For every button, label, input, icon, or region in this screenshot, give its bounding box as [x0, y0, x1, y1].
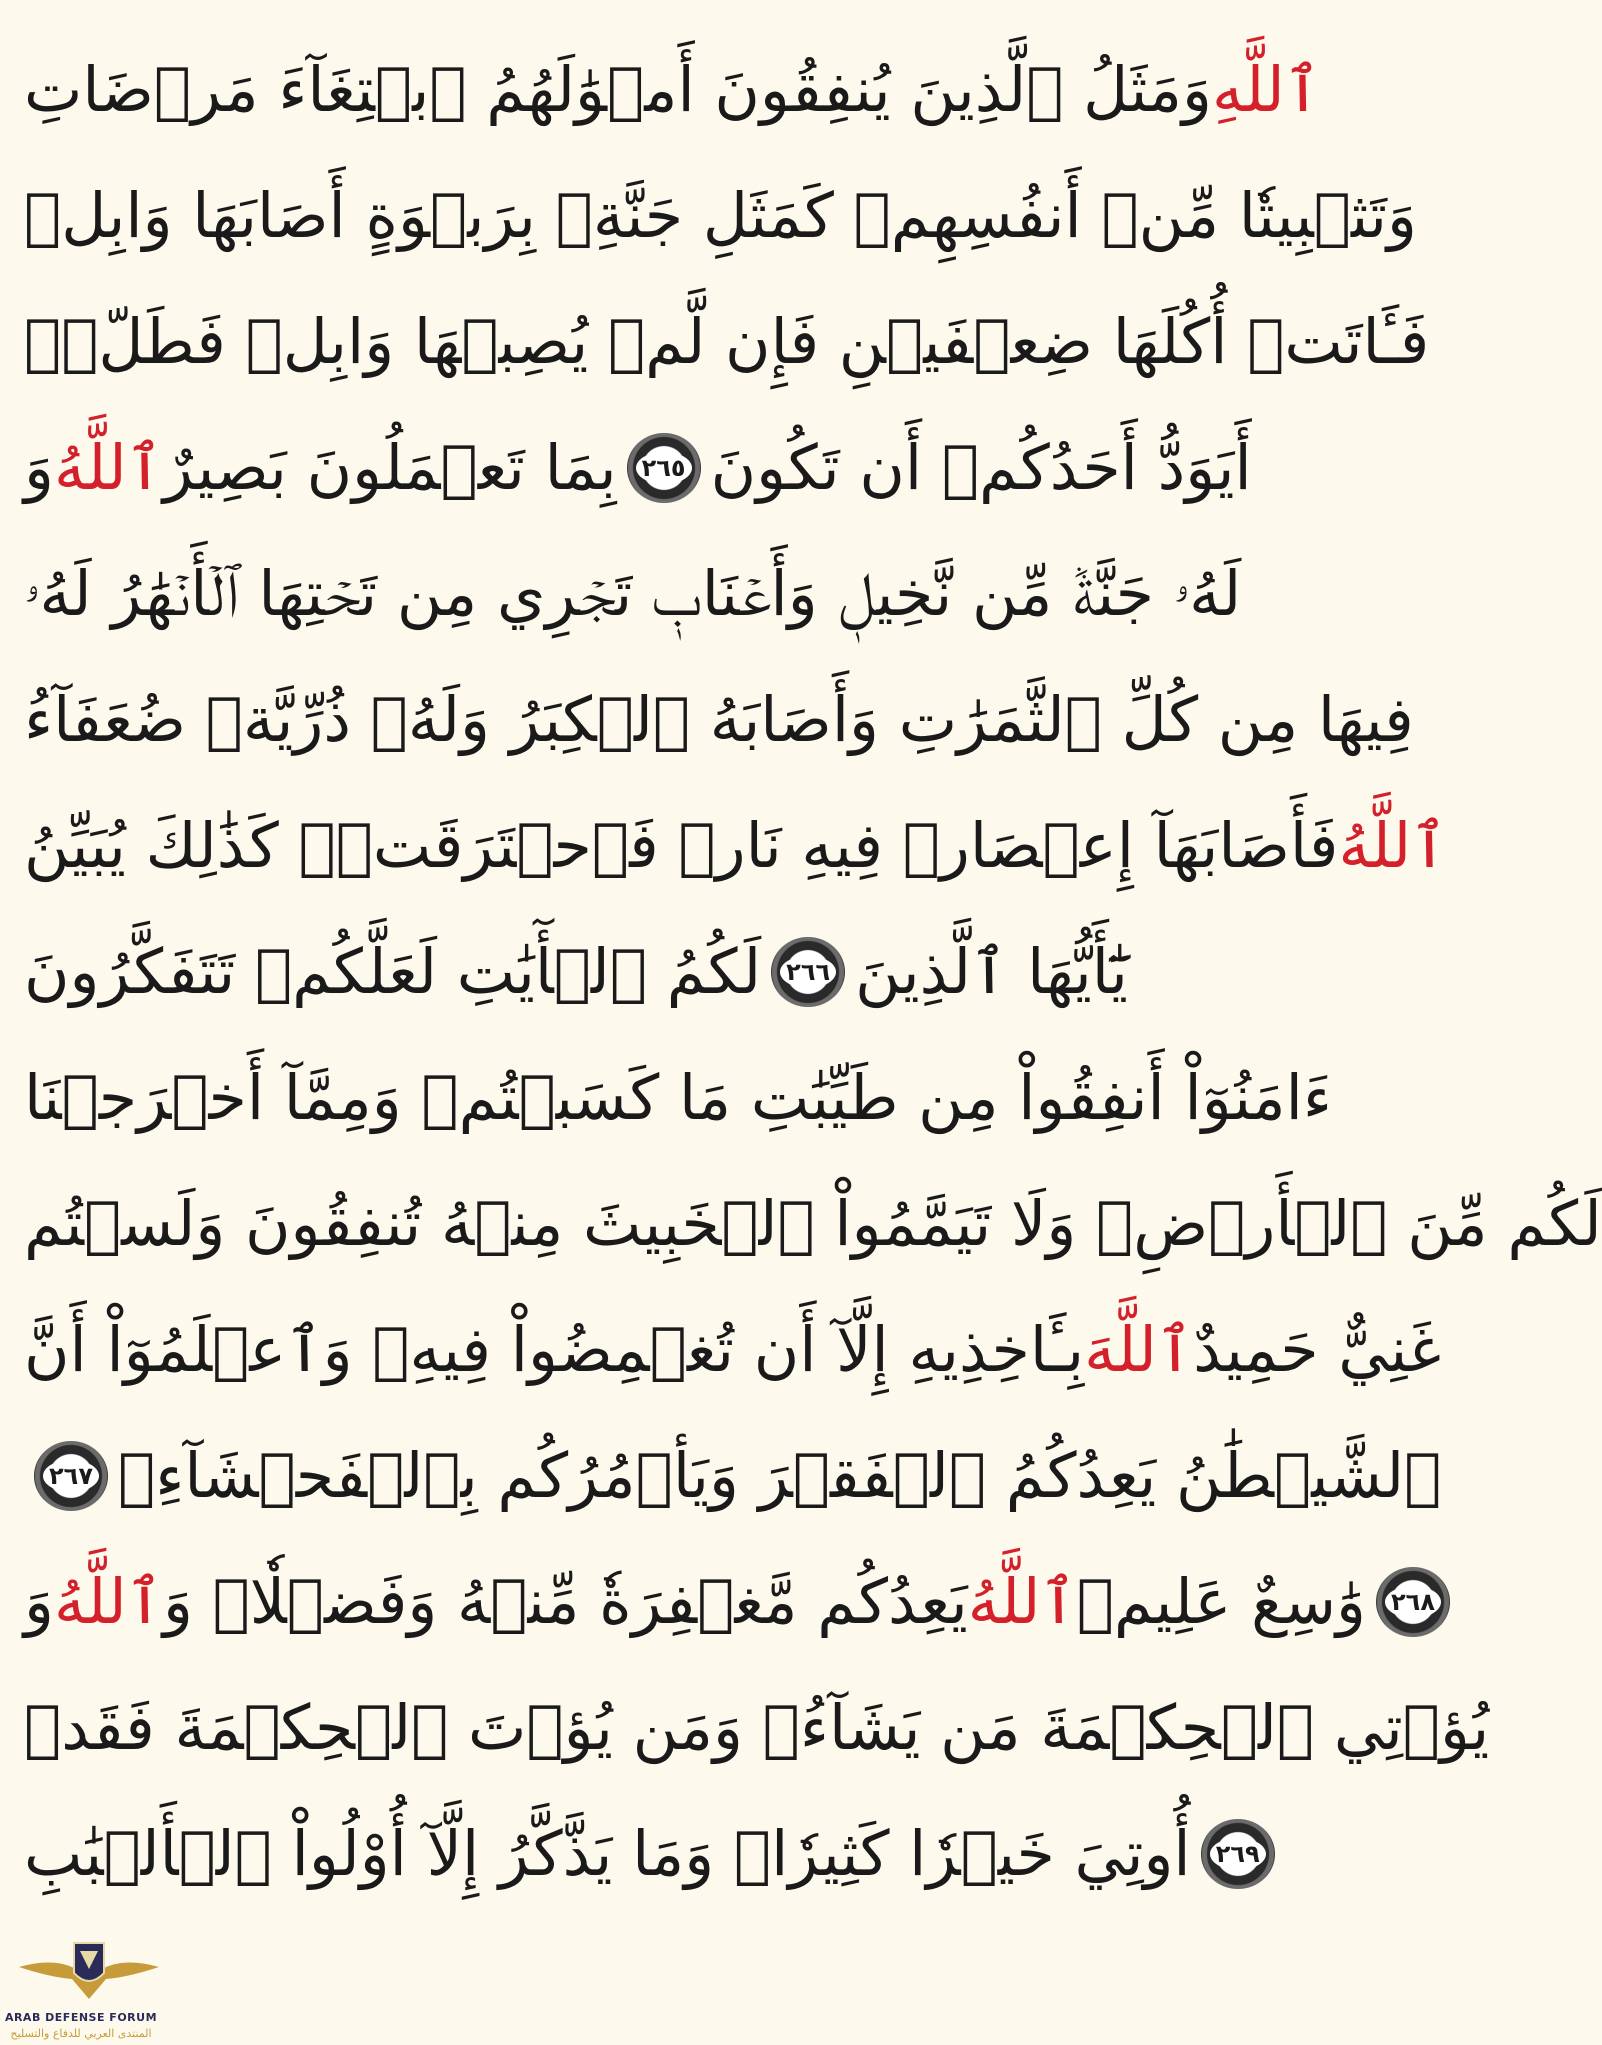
verse-text: لَكُمُ ٱلۡأٓيَٰتِ لَعَلَّكُمۡ تَتَفَكَّرُونَ	[24, 935, 762, 1008]
verse-text: يَٰٓأَيُّهَا ٱلَّذِينَ	[855, 935, 1128, 1008]
divine-name-text: ٱللَّهَ	[1084, 1313, 1194, 1386]
verse-text: وَ	[24, 431, 54, 504]
ayah-number-marker-icon	[627, 433, 701, 503]
verse-text: لَهُۥ جَنَّةٞ مِّن نَّخِيلٖ وَأَعۡنَابٖ تَجۡرِي مِن تَحۡتِهَا ٱلۡأَنۡهَٰرُ لَهُۥ	[24, 557, 1242, 630]
divine-name-text: ٱللَّهُ	[1338, 809, 1448, 882]
ayah-number-marker-icon	[1376, 1567, 1450, 1637]
verse-text: أُوتِيَ خَيۡرٗا كَثِيرٗاۗ وَمَا يَذَّكَّرُ إِلَّآ أُوْلُواْ ٱلۡأَلۡبَٰبِ	[24, 1817, 1191, 1890]
ayah-number-marker-icon	[1201, 1819, 1275, 1889]
ayah-number: ٢٦٨	[1385, 1586, 1441, 1618]
verse-text: أَيَوَدُّ أَحَدُكُمۡ أَن تَكُونَ	[710, 431, 1252, 504]
verse-line	[24, 408, 1252, 528]
verse-text: بِمَا تَعۡمَلُونَ بَصِيرٌ	[162, 431, 617, 504]
verse-line	[24, 912, 1128, 1032]
ayah-number-marker-icon	[34, 1441, 108, 1511]
ayah-number: ٢٦٩	[1210, 1838, 1266, 1870]
verse-line	[24, 156, 1417, 276]
verse-text: وَتَثۡبِيتٗا مِّنۡ أَنفُسِهِمۡ كَمَثَلِ جَنَّةِۭ بِرَبۡوَةٍ أَصَابَهَا وَابِلٞ	[24, 179, 1417, 252]
verse-text: غَنِيٌّ حَمِيدٌ	[1193, 1313, 1442, 1386]
verse-line	[24, 1164, 1602, 1284]
divine-name-text: ٱللَّهِ	[1211, 53, 1321, 126]
watermark-subtitle: المنتدى العربي للدفاع والتسليح	[10, 2027, 152, 2040]
divine-name-text: ٱللَّهُ	[53, 1565, 163, 1638]
verse-line	[24, 660, 1414, 780]
verse-line	[24, 1038, 1333, 1158]
verse-text: وَمَثَلُ ٱلَّذِينَ يُنفِقُونَ أَمۡوَٰلَهُمُ ٱبۡتِغَآءَ مَرۡضَاتِ	[24, 53, 1212, 126]
verse-line	[24, 1416, 1442, 1536]
verse-text: ءَامَنُوٓاْ أَنفِقُواْ مِن طَيِّبَٰتِ مَا كَسَبۡتُمۡ وَمِمَّآ أَخۡرَجۡنَا	[24, 1061, 1333, 1134]
verse-line	[24, 1794, 1260, 1914]
verse-text: فَـَٔاتَتۡ أُكُلَهَا ضِعۡفَيۡنِ فَإِن لَّمۡ يُصِبۡهَا وَابِلٞ فَطَلّٞۗ	[24, 305, 1430, 378]
ayah-number-marker-icon	[771, 937, 845, 1007]
verse-text: يُؤۡتِي ٱلۡحِكۡمَةَ مَن يَشَآءُۚ وَمَن يُؤۡتَ ٱلۡحِكۡمَةَ فَقَدۡ	[24, 1691, 1490, 1764]
ayah-number: ٢٦٧	[43, 1460, 99, 1492]
verse-line	[24, 30, 1321, 150]
verse-line	[24, 1290, 1442, 1410]
verse-text: وَ	[24, 1565, 54, 1638]
verse-text: لَكُم مِّنَ ٱلۡأَرۡضِۖ وَلَا تَيَمَّمُواْ ٱلۡخَبِيثَ مِنۡهُ تُنفِقُونَ وَلَسۡتُم	[24, 1187, 1602, 1260]
watermark-title: ARAB DEFENSE FORUM	[4, 2011, 158, 2024]
verse-line	[24, 1542, 1435, 1662]
verse-text: فَأَصَابَهَآ إِعۡصَارٞ فِيهِ نَارٞ فَٱحۡتَرَقَتۡۗ كَذَٰلِكَ يُبَيِّنُ	[24, 809, 1339, 882]
verse-line	[24, 1668, 1490, 1788]
ayah-number: ٢٦٥	[636, 452, 692, 484]
eagle-shield-logo-icon	[14, 1929, 164, 2009]
verse-line	[24, 534, 1242, 654]
verse-text: وَٰسِعٌ عَلِيمٞ	[1076, 1565, 1366, 1638]
verse-text: يَعِدُكُم مَّغۡفِرَةٗ مِّنۡهُ وَفَضۡلٗاۗ وَ	[162, 1565, 968, 1638]
verse-line	[24, 282, 1430, 402]
ayah-number: ٢٦٦	[780, 956, 836, 988]
verse-text: فِيهَا مِن كُلِّ ٱلثَّمَرَٰتِ وَأَصَابَهُ ٱلۡكِبَرُ وَلَهُۥ ذُرِّيَّةٞ ضُعَفَآءُ	[24, 683, 1414, 756]
divine-name-text: ٱللَّهُ	[967, 1565, 1077, 1638]
verse-text: ٱلشَّيۡطَٰنُ يَعِدُكُمُ ٱلۡفَقۡرَ وَيَأۡمُرُكُم بِٱلۡفَحۡشَآءِۖ	[118, 1439, 1442, 1512]
verse-text: بِـَٔاخِذِيهِ إِلَّآ أَن تُغۡمِضُواْ فِيهِۚ وَٱعۡلَمُوٓاْ أَنَّ	[24, 1313, 1085, 1386]
divine-name-text: ٱللَّهُ	[53, 431, 163, 504]
forum-watermark	[0, 1925, 160, 2043]
verse-line	[24, 786, 1448, 906]
